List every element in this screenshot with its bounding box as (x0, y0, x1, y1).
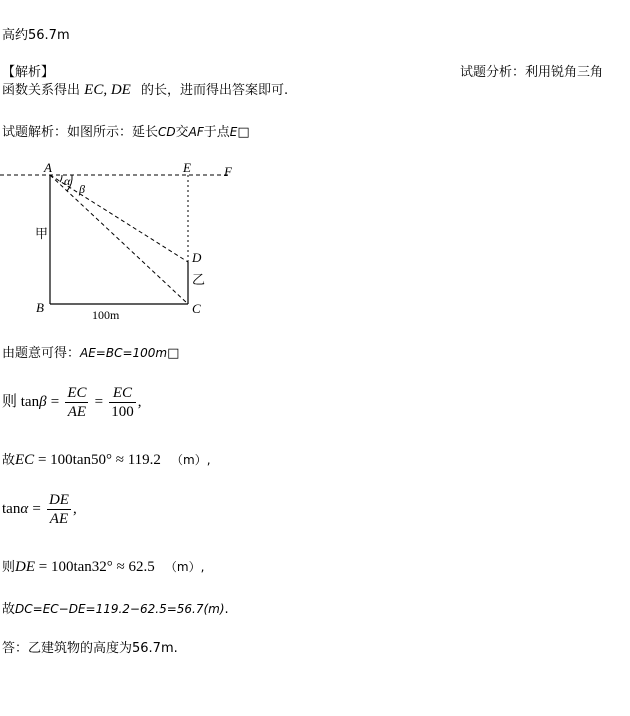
intro-e: E (229, 125, 238, 139)
step4-num: DE (48, 492, 69, 508)
step2-var: β (39, 394, 47, 410)
step5-unit: （m）, (164, 560, 205, 574)
angle-alpha-arc (60, 175, 62, 182)
analysis-math: EC, DE (84, 82, 131, 98)
step2-f2-den: 100 (111, 404, 134, 420)
step2-eq2: = (94, 394, 104, 410)
step-2 (2, 384, 141, 421)
label-a: A (44, 160, 52, 175)
solution-intro (2, 121, 250, 140)
step5-var: DE (15, 559, 36, 575)
label-alpha: α (64, 174, 71, 188)
label-jia: 甲 (35, 226, 49, 241)
step2-prefix: 则 tan (2, 394, 40, 410)
analysis-text-b: 的长，进而得出答案即可. (140, 83, 289, 98)
intro-cd: CD (158, 125, 176, 139)
label-b: B (36, 300, 44, 315)
step4-eq: = (32, 501, 41, 517)
intro-text-a: 试题解析：如图所示：延长 (2, 125, 159, 140)
step3-expr: = 100tan50° ≈ 119.2 (34, 452, 161, 468)
intro-text-b: 交 (175, 125, 189, 140)
label-beta: β (79, 182, 85, 196)
step5-expr: = 100tan32° ≈ 62.5 (35, 559, 155, 575)
label-e: E (183, 160, 191, 175)
step6-prefix: 故 (2, 602, 16, 617)
step6-expr: DC=EC−DE=119.2−62.5=56.7(m) (15, 602, 225, 616)
label-c: C (192, 301, 201, 316)
step4-tail: , (72, 501, 77, 517)
step2-f2-num: EC (109, 384, 136, 403)
step2-fraction-1 (65, 384, 88, 421)
intro-text-c: 于点 (203, 125, 230, 140)
geometry-diagram (0, 158, 260, 326)
step4-fraction (47, 491, 71, 528)
step4-var: α (20, 501, 29, 517)
intro-box: □ (237, 125, 250, 140)
step1-box: □ (167, 346, 180, 361)
label-d: D (192, 250, 202, 265)
section-tag: 【解析】 (2, 65, 55, 80)
label-base: 100m (92, 308, 120, 322)
sight-line-ad (50, 175, 188, 262)
step2-tail: , (137, 394, 142, 410)
step2-eq1: = (50, 394, 60, 410)
top-answer-line: 高约56.7m (2, 28, 70, 43)
step6-tail: . (224, 602, 229, 617)
step4-prefix: tan (2, 501, 21, 517)
label-yi: 乙 (192, 272, 206, 287)
step5-prefix: 则 (2, 560, 16, 575)
step-3 (2, 449, 211, 469)
step3-unit: （m）, (171, 453, 211, 467)
step-6 (2, 598, 229, 617)
step2-f1-den: AE (67, 404, 87, 420)
step-5 (2, 556, 204, 576)
intro-af: AF (188, 125, 204, 139)
step4-den: AE (49, 511, 69, 527)
step2-f1-num: EC (67, 385, 87, 401)
step-4 (2, 491, 77, 528)
step1-prefix: 由题意可得： (2, 346, 81, 361)
label-f: F (224, 164, 232, 179)
step3-prefix: 故 (2, 453, 16, 468)
step3-var: EC (15, 452, 35, 468)
step1-expr: AE=BC=100m (80, 346, 168, 360)
step-1 (2, 342, 179, 361)
sight-line-ac (50, 175, 188, 304)
analysis-text-a: 函数关系得出 (2, 83, 81, 98)
analysis-label: 试题分析：利用锐角三角 (460, 65, 604, 80)
step2-fraction-2 (109, 384, 136, 421)
final-answer: 答：乙建筑物的高度为56.7m. (2, 641, 178, 656)
analysis-continuation (2, 79, 288, 99)
